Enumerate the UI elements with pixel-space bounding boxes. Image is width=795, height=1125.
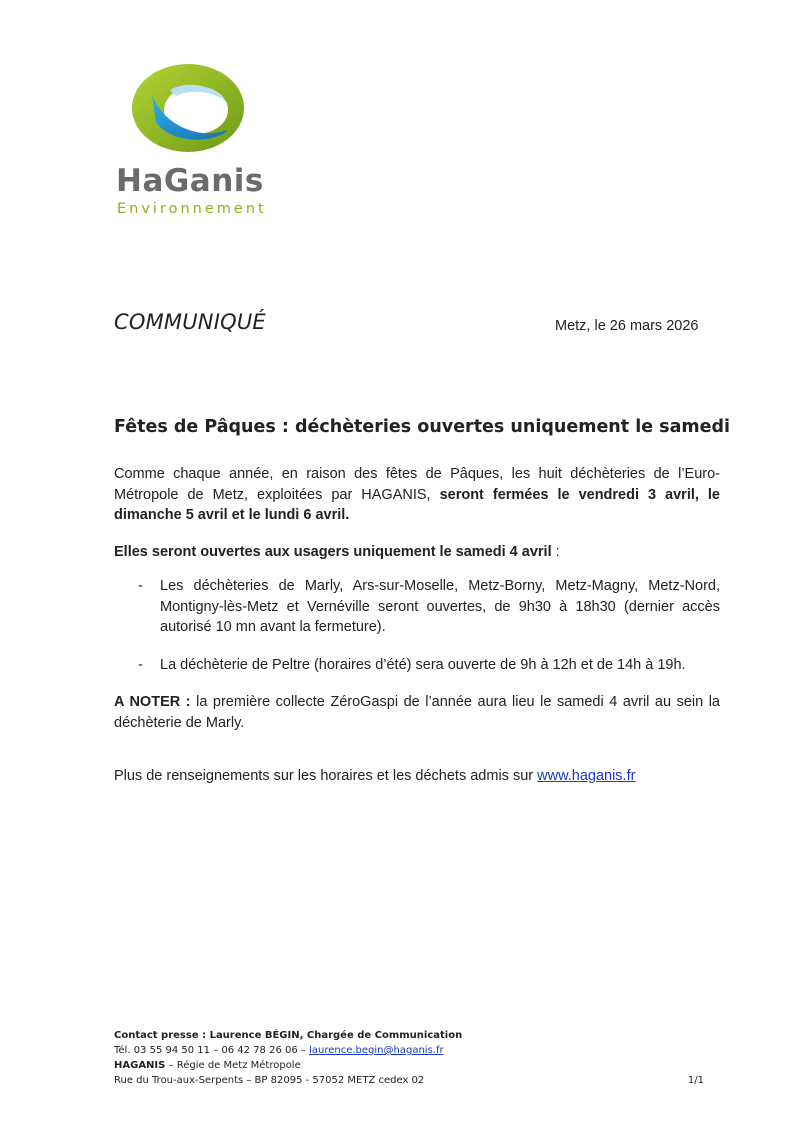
list-dash: - — [138, 578, 143, 594]
more-info-paragraph — [114, 766, 720, 787]
list-item — [138, 655, 720, 676]
schedule-list — [138, 576, 720, 638]
schedule-list-2 — [138, 655, 720, 676]
intro-bold: seront fermées le vendredi 3 avril, le dimanche 5 avril et le lundi 6 avril. — [114, 486, 720, 523]
note-text: la première collecte ZéroGaspi de l’année aura lieu le samedi 4 avril au sein la déchèterie de Marly. — [114, 694, 720, 731]
logo-ring-icon — [130, 60, 256, 160]
footer-contact: Contact presse : Laurence BÉGIN, Chargée de Communication — [114, 1030, 463, 1041]
footer-email-link[interactable]: laurence.begin@haganis.fr — [309, 1045, 444, 1056]
note-paragraph — [114, 692, 720, 733]
brand-tagline: Environnement — [117, 201, 267, 217]
document-date: Metz, le 26 mars 2026 — [555, 318, 699, 334]
list-item-text: Les déchèteries de Marly, Ars-sur-Moselle, Metz-Borny, Metz-Magny, Metz-Nord, Montigny-lès-Metz et Vernéville seront ouvertes, de 9h30 à 18h30 (dernier accès autorisé 10 mn avant la fermeture). — [160, 578, 720, 635]
brand-name: HaGanis — [116, 163, 264, 199]
document-type: COMMUNIQUÉ — [114, 310, 266, 334]
headline: Fêtes de Pâques : déchèteries ouvertes uniquement le samedi — [114, 417, 731, 437]
open-suffix: : — [551, 544, 560, 560]
footer-org-desc: – Régie de Metz Métropole — [165, 1060, 301, 1071]
footer-address: Rue du Trou-aux-Serpents – BP 82095 - 57052 METZ cedex 02 — [114, 1075, 425, 1086]
footer-org-name: HAGANIS — [114, 1060, 166, 1071]
page-number: 1/1 — [687, 1075, 704, 1086]
list-dash: - — [138, 657, 143, 673]
note-label: A NOTER : — [114, 694, 191, 710]
website-link[interactable]: www.haganis.fr — [537, 768, 636, 784]
haganis-logo — [110, 60, 270, 225]
open-paragraph — [114, 542, 720, 563]
intro-paragraph — [114, 464, 720, 526]
open-bold: Elles seront ouvertes aux usagers uniquement le samedi 4 avril — [114, 544, 552, 560]
list-item — [138, 576, 720, 638]
intro-text: Comme chaque année, en raison des fêtes de Pâques, les huit déchèteries de l’Euro-Métropole de Metz, exploitées par HAGANIS, — [114, 466, 720, 503]
list-item-text: La déchèterie de Peltre (horaires d’été) sera ouverte de 9h à 12h et de 14h à 19h. — [160, 657, 686, 673]
more-info-text: Plus de renseignements sur les horaires et les déchets admis sur — [114, 768, 538, 784]
footer-phone: Tél. 03 55 94 50 11 – 06 42 78 26 06 – — [114, 1045, 310, 1056]
footer — [114, 1028, 704, 1088]
